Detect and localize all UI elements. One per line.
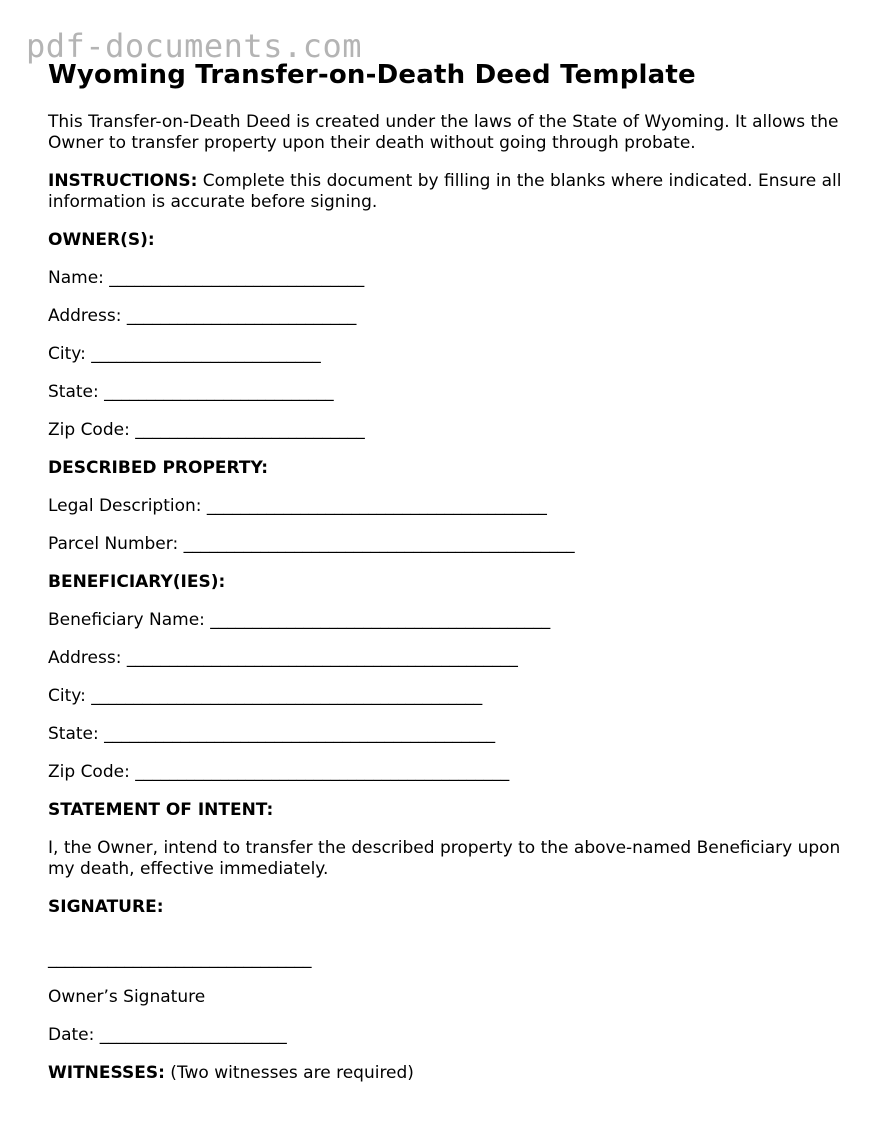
- witnesses-label: WITNESSES:: [48, 1063, 165, 1083]
- witnesses-text: (Two witnesses are required): [164, 1063, 414, 1083]
- instructions-paragraph: [48, 171, 848, 213]
- owner-address-field[interactable]: Address: ___________________________: [48, 306, 357, 326]
- owner-name-field[interactable]: Name: ______________________________: [48, 268, 365, 288]
- owner-signature-line[interactable]: _______________________________: [48, 949, 312, 969]
- beneficiary-city-field[interactable]: City: ______________________________________________: [48, 686, 483, 706]
- owner-signature-label: Owner’s Signature: [48, 987, 206, 1007]
- intro-paragraph: This Transfer-on-Death Deed is created under the laws of the State of Wyoming. It allows the Owner to transfer property upon their death without going through probate.: [48, 112, 839, 153]
- page-title: Wyoming Transfer-on-Death Deed Template: [48, 60, 696, 90]
- instructions-text: Complete this document by filling in the blanks where indicated. Ensure all information is accurate before signing.: [48, 171, 842, 212]
- instructions-label: INSTRUCTIONS:: [48, 171, 198, 191]
- owner-state-field[interactable]: State: ___________________________: [48, 382, 334, 402]
- property-heading: DESCRIBED PROPERTY:: [48, 458, 269, 478]
- parcel-number-field[interactable]: Parcel Number: ______________________________________________: [48, 534, 575, 554]
- intent-heading: STATEMENT OF INTENT:: [48, 800, 274, 820]
- witnesses-paragraph: [48, 1063, 848, 1084]
- beneficiary-name-field[interactable]: Beneficiary Name: ________________________________________: [48, 610, 551, 630]
- signature-date-field[interactable]: Date: ______________________: [48, 1025, 287, 1045]
- owner-zip-field[interactable]: Zip Code: ___________________________: [48, 420, 365, 440]
- signature-heading: SIGNATURE:: [48, 897, 164, 917]
- legal-description-field[interactable]: Legal Description: ________________________________________: [48, 496, 547, 516]
- intent-paragraph: I, the Owner, intend to transfer the described property to the above-named Beneficiary upon my death, effective immediately.: [48, 838, 841, 879]
- beneficiary-state-field[interactable]: State: ______________________________________________: [48, 724, 496, 744]
- beneficiaries-heading: BENEFICIARY(IES):: [48, 572, 226, 592]
- beneficiary-address-field[interactable]: Address: ______________________________________________: [48, 648, 518, 668]
- owner-city-field[interactable]: City: ___________________________: [48, 344, 321, 364]
- beneficiary-zip-field[interactable]: Zip Code: ____________________________________________: [48, 762, 510, 782]
- document-page: [48, 58, 848, 1084]
- watermark: pdf-documents.com: [26, 27, 363, 65]
- owners-heading: OWNER(S):: [48, 230, 155, 250]
